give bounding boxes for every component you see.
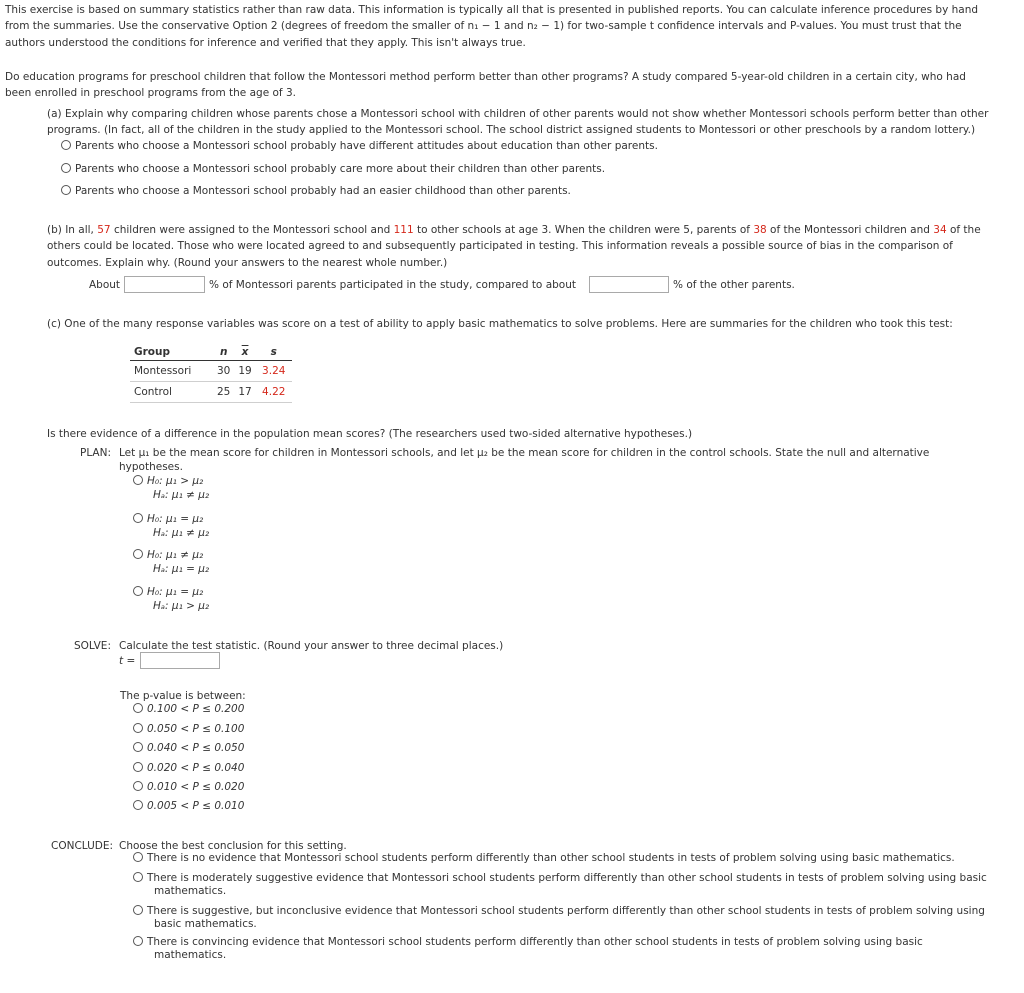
- cell-xbar: 17: [234, 382, 255, 403]
- radio-icon[interactable]: [133, 549, 143, 559]
- radio-icon[interactable]: [133, 872, 143, 882]
- plan-text-2: hypotheses.: [119, 461, 183, 473]
- question-line-1: Do education programs for preschool children that follow the Montessori method perform better than other programs? A study compared 5-year-old children in a certain city, who had: [5, 71, 966, 83]
- conclude-label: CONCLUDE:: [51, 840, 114, 852]
- pvalue-option-3[interactable]: 0.040 < P ≤ 0.050: [133, 742, 244, 754]
- part-b-line-1: (b) In all, 57 children were assigned to the Montessori school and 111 to other schools at age 3. When the children were 5, parents of 38 of the Montessori children and 34 of the: [47, 224, 981, 236]
- radio-icon[interactable]: [133, 703, 143, 713]
- hypothesis-option-1[interactable]: H₀: μ₁ > μ₂ Hₐ: μ₁ ≠ μ₂: [133, 474, 209, 502]
- conclusion-option-2[interactable]: There is moderately suggestive evidence that Montessori school students perform differently than other school students in tests of problem solving using basic mathematics.: [133, 872, 987, 898]
- plan-text-1: Let μ₁ be the mean score for children in Montessori schools, and let μ₂ be the mean score for children in the control schools. State the null and alternative: [119, 447, 930, 459]
- solve-text: Calculate the test statistic. (Round your answer to three decimal places.): [119, 640, 504, 652]
- cell-group: Control: [130, 382, 213, 403]
- cell-xbar: 19: [234, 361, 255, 382]
- table-row: [130, 361, 292, 382]
- plan-label: PLAN:: [80, 447, 111, 459]
- radio-icon[interactable]: [61, 185, 71, 195]
- part-a-option-1[interactable]: Parents who choose a Montessori school probably have different attitudes about education than other parents.: [61, 140, 658, 152]
- intro-line-3: authors understood the conditions for inference and verified that they apply. This isn't always true.: [5, 37, 526, 49]
- t-statistic-input[interactable]: [140, 652, 220, 669]
- radio-icon[interactable]: [61, 163, 71, 173]
- hypothesis-option-3[interactable]: H₀: μ₁ ≠ μ₂ Hₐ: μ₁ = μ₂: [133, 548, 209, 576]
- question-line-2: been enrolled in preschool programs from the age of 3.: [5, 87, 296, 99]
- montessori-percent-input[interactable]: [124, 276, 205, 293]
- radio-icon[interactable]: [133, 905, 143, 915]
- part-c-intro: (c) One of the many response variables was score on a test of ability to apply basic mathematics to solve problems. Here are summaries for the children who took this test:: [47, 318, 953, 330]
- other-assigned-count: 111: [393, 224, 414, 236]
- conclude-text: Choose the best conclusion for this setting.: [119, 840, 347, 852]
- radio-icon[interactable]: [133, 475, 143, 485]
- table-header-row: [130, 344, 292, 361]
- cell-s: 4.22: [256, 382, 292, 403]
- cell-group: Montessori: [130, 361, 213, 382]
- radio-icon[interactable]: [133, 513, 143, 523]
- radio-icon[interactable]: [133, 936, 143, 946]
- pvalue-option-1[interactable]: 0.100 < P ≤ 0.200: [133, 703, 244, 715]
- intro-line-1: This exercise is based on summary statistics rather than raw data. This information is typically all that is presented in published reports. You can calculate inference procedures by hand: [5, 4, 979, 16]
- solve-label: SOLVE:: [74, 640, 111, 652]
- montessori-located-count: 38: [753, 224, 767, 236]
- pvalue-option-6[interactable]: 0.005 < P ≤ 0.010: [133, 800, 244, 812]
- pvalue-option-4[interactable]: 0.020 < P ≤ 0.040: [133, 762, 244, 774]
- radio-icon[interactable]: [133, 742, 143, 752]
- other-percent-input[interactable]: [589, 276, 669, 293]
- table-row: [130, 382, 292, 403]
- part-a-option-2[interactable]: Parents who choose a Montessori school probably care more about their children than other parents.: [61, 163, 605, 175]
- part-a-line-1: (a) Explain why comparing children whose parents chose a Montessori school with children of other parents would not show whether Montessori schools perform better than other: [47, 108, 989, 120]
- radio-icon[interactable]: [133, 800, 143, 810]
- part-a-line-2: programs. (In fact, all of the children in the study applied to the Montessori school. The school district assigned students to Montessori or other preschools by a random lottery.): [47, 124, 976, 136]
- pvalue-label: The p-value is between:: [120, 690, 246, 702]
- other-percent-label: % of the other parents.: [673, 279, 795, 291]
- part-a-option-3[interactable]: Parents who choose a Montessori school probably had an easier childhood than other parents.: [61, 185, 571, 197]
- part-b-line-2: others could be located. Those who were located agreed to and subsequently participated in testing. This information reveals a possible source of bias in the comparison of: [47, 240, 953, 252]
- hypothesis-option-4[interactable]: H₀: μ₁ = μ₂ Hₐ: μ₁ > μ₂: [133, 585, 209, 613]
- radio-icon[interactable]: [133, 723, 143, 733]
- header-n: n: [213, 344, 234, 361]
- header-xbar: $\overline{x}$: [234, 344, 255, 361]
- radio-icon[interactable]: [133, 852, 143, 862]
- part-b-line-3: outcomes. Explain why. (Round your answers to the nearest whole number.): [47, 257, 448, 269]
- conclusion-option-1[interactable]: There is no evidence that Montessori school students perform differently than other school students in tests of problem solving using basic mathematics.: [133, 852, 955, 865]
- cell-n: 30: [213, 361, 234, 382]
- pvalue-option-5[interactable]: 0.010 < P ≤ 0.020: [133, 781, 244, 793]
- radio-icon[interactable]: [133, 586, 143, 596]
- cell-n: 25: [213, 382, 234, 403]
- radio-icon[interactable]: [133, 762, 143, 772]
- other-located-count: 34: [933, 224, 947, 236]
- montessori-assigned-count: 57: [97, 224, 111, 236]
- conclusion-option-4[interactable]: There is convincing evidence that Montessori school students perform differently than other school students in tests of problem solving using basic mathematics.: [133, 936, 923, 962]
- summary-table: [130, 344, 292, 403]
- header-s: s: [256, 344, 292, 361]
- cell-s: 3.24: [256, 361, 292, 382]
- radio-icon[interactable]: [133, 781, 143, 791]
- hypothesis-option-2[interactable]: H₀: μ₁ = μ₂ Hₐ: μ₁ ≠ μ₂: [133, 512, 209, 540]
- header-group: Group: [130, 344, 213, 361]
- conclusion-option-3[interactable]: There is suggestive, but inconclusive evidence that Montessori school students perform differently than other school students in tests of problem solving using basic mathematics.: [133, 905, 985, 931]
- about-label: About: [89, 279, 121, 291]
- radio-icon[interactable]: [61, 140, 71, 150]
- intro-line-2: from the summaries. Use the conservative Option 2 (degrees of freedom the smaller of n₁ − 1 and n₂ − 1) for two-sample t confidence intervals and P-values. You must trust that the: [5, 20, 962, 32]
- t-label: t =: [119, 655, 136, 667]
- pvalue-option-2[interactable]: 0.050 < P ≤ 0.100: [133, 723, 244, 735]
- evidence-question: Is there evidence of a difference in the population mean scores? (The researchers used two-sided alternative hypotheses.): [47, 428, 693, 440]
- montessori-percent-label: % of Montessori parents participated in the study, compared to about: [209, 279, 576, 291]
